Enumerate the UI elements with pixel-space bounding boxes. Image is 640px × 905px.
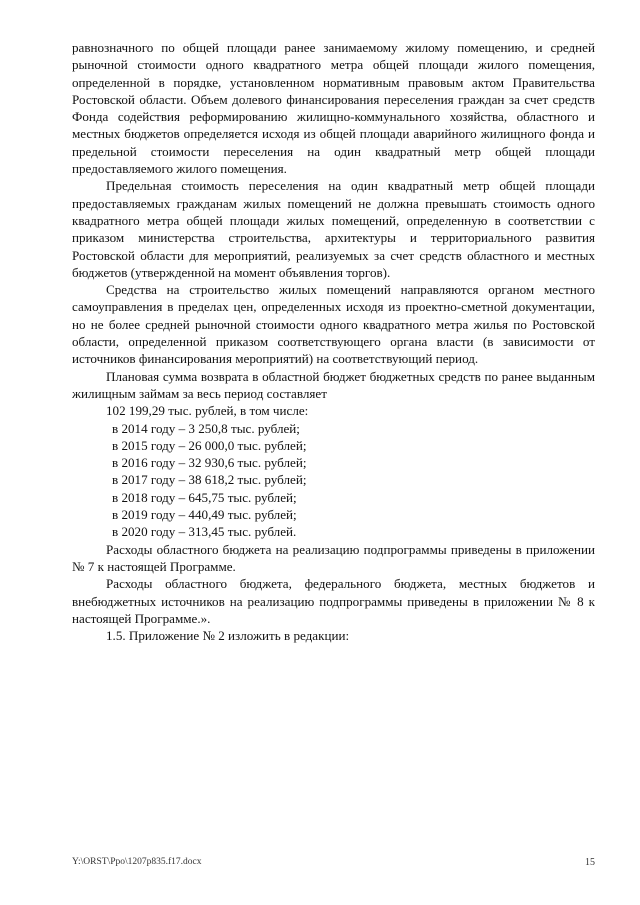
page-number: 15 [585, 857, 595, 868]
planned-return-total: 102 199,29 тыс. рублей, в том числе: [106, 403, 309, 419]
list-item: в 2018 году – 645,75 тыс. рублей; [112, 489, 297, 505]
list-item: в 2014 году – 3 250,8 тыс. рублей; [112, 420, 300, 436]
yearly-amounts-list [72, 420, 595, 541]
paragraph-planned-return: Плановая сумма возврата в областной бюджет бюджетных средств по ранее выданным жилищным займам за весь период составляет [72, 368, 595, 401]
paragraph-construction-funds: Средства на строительство жилых помещений направляются органом местного самоуправления в пределах цен, определенных исходя из проектно-сметной документации, но не более средней рыночной стоимости одного квадратного метра жилья по Ростовской области, определенной приказом соответствующего органа власти (в зависимости от источников финансирования мероприятий) на соответствующий период. [72, 282, 595, 367]
footer-file-path: Y:\ORST\Ppo\1207p835.f17.docx [72, 857, 202, 867]
list-item: в 2015 году – 26 000,0 тыс. рублей; [112, 437, 307, 453]
paragraph-resettlement-financing: равнозначного по общей площади ранее занимаемому жилому помещению, и средней рыночной стоимости одного квадратного метра общей площади жилого помещения, определенной в порядке, установленном нормативным правовым актом Правительства Ростовской области. Объем долевого финансирования переселения граждан за счет средств Фонда содействия реформированию жилищно-коммунального хозяйства, областного и местных бюджетов определяется исходя из общей площади аварийного жилищного фонда и предельной стоимости переселения на один квадратный метр общей площади предоставляемого жилого помещения. [72, 40, 595, 177]
list-item: в 2019 году – 440,49 тыс. рублей; [112, 507, 297, 523]
paragraph-appendix-2-amendment: 1.5. Приложение № 2 изложить в редакции: [106, 628, 350, 644]
list-item: в 2017 году – 38 618,2 тыс. рублей; [112, 472, 307, 488]
paragraph-appendix-7: Расходы областного бюджета на реализацию подпрограммы приведены в приложении № 7 к настоящей Программе. [72, 541, 595, 574]
paragraph-appendix-8: Расходы областного бюджета, федерального бюджета, местных бюджетов и внебюджетных источников на реализацию подпрограммы приведены в приложении № 8 к настоящей Программе.». [72, 576, 595, 626]
document-body [72, 39, 595, 644]
list-item: в 2016 году – 32 930,6 тыс. рублей; [112, 455, 307, 471]
list-item: в 2020 году – 313,45 тыс. рублей. [112, 524, 297, 540]
paragraph-cost-limit: Предельная стоимость переселения на один квадратный метр общей площади предоставляемых гражданам жилых помещений не должна превышать стоимость одного квадратного метра общей площади жилых помещений, определенную в соответствии с приказом министерства строительства, архитектуры и территориального развития Ростовской области для мероприятий, реализуемых за счет средств областного и местных бюджетов (утвержденной на момент объявления торгов). [72, 178, 595, 280]
